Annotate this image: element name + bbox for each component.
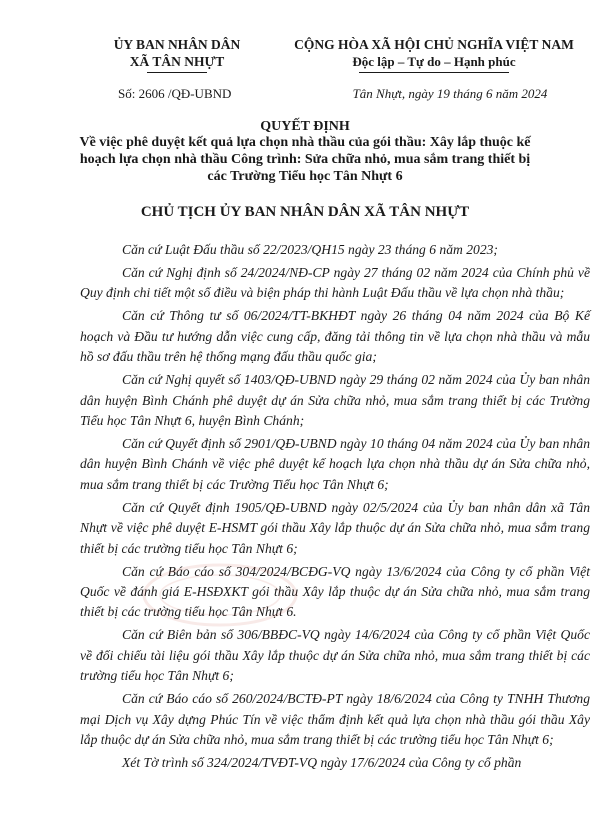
document-body: [80, 240, 590, 776]
motto-underline: [359, 72, 509, 73]
agency-line-2: XÃ TÂN NHỰT: [129, 54, 225, 69]
paragraph: Xét Tờ trình số 324/2024/TVĐT-VQ ngày 17/6/2024 của Công ty cổ phần: [122, 755, 522, 771]
paragraph: Căn cứ Biên bản số 306/BBĐC-VQ ngày 14/6/2024 của Công ty cổ phần Việt Quốc về đối chiếu tài liệu gói thầu Xây lắp thuộc dự án Sửa chữa nhỏ, mua sắm trang thiết bị các trường tiểu học Tân Nhựt 6;: [80, 627, 590, 684]
document-subject: Về việc phê duyệt kết quả lựa chọn nhà thầu của gói thầu: Xây lắp thuộc kế hoạch lựa chọn nhà thầu Công trình: Sửa chữa nhỏ, mua sắm trang thiết bị các Trường Tiểu học Tân Nhựt 6: [79, 135, 531, 184]
paragraph: Căn cứ Quyết định 1905/QĐ-UBND ngày 02/5/2024 của Ủy ban nhân dân xã Tân Nhựt về việc phê duyệt E-HSMT gói thầu Xây lắp thuộc dự án Sửa chữa nhỏ, mua sắm trang thiết bị các trường tiểu học Tân Nhựt 6;: [80, 499, 590, 556]
national-motto: Độc lập – Tự do – Hạnh phúc: [352, 54, 516, 69]
paragraph: Căn cứ Nghị quyết số 1403/QĐ-UBND ngày 29 tháng 02 năm 2024 của Ủy ban nhân dân huyện Bình Chánh phê duyệt dự án Sửa chữa nhỏ, mua sắm trang thiết bị các Trường Tiểu học Tân Nhựt 6, huyện Bình Chánh;: [80, 372, 590, 429]
agency-line-1: ỦY BAN NHÂN DÂN: [113, 37, 241, 52]
paragraph: Căn cứ Nghị định số 24/2024/NĐ-CP ngày 27 tháng 02 năm 2024 của Chính phủ về Quy định chi tiết một số điều và biện pháp thi hành Luật Đấu thầu về lựa chọn nhà thầu;: [80, 265, 590, 301]
nation-name: CỘNG HÒA XÃ HỘI CHỦ NGHĨA VIỆT NAM: [294, 37, 574, 52]
document-number: Số: 2606 /QĐ-UBND: [118, 86, 232, 101]
paragraph: Căn cứ Quyết định số 2901/QĐ-UBND ngày 10 tháng 04 năm 2024 của Ủy ban nhân dân huyện Bình Chánh về việc phê duyệt kế hoạch lựa chọn nhà thầu dự án Sửa chữa nhỏ, mua sắm trang thiết bị các Trường Tiểu học Tân Nhựt 6;: [80, 436, 590, 492]
place-and-date: Tân Nhựt, ngày 19 tháng 6 năm 2024: [352, 86, 548, 101]
paragraph: Căn cứ Báo cáo số 304/2024/BCĐG-VQ ngày 13/6/2024 của Công ty cổ phần Việt Quốc về đánh giá E-HSĐXKT gói thầu Xây lắp thuộc dự án Sửa chữa nhỏ, mua sắm trang thiết bị các trường tiểu học Tân Nhựt 6.: [80, 563, 590, 620]
paragraph: Căn cứ Thông tư số 06/2024/TT-BKHĐT ngày 26 tháng 04 năm 2024 của Bộ Kế hoạch và Đầu tư hướng dẫn việc cung cấp, đăng tải thông tin về lựa chọn nhà thầu và mẫu hồ sơ đấu thầu trên hệ thống mạng đấu thầu quốc gia;: [80, 308, 590, 365]
issuing-authority: CHỦ TỊCH ỦY BAN NHÂN DÂN XÃ TÂN NHỰT: [140, 204, 470, 220]
issuing-agency: [92, 36, 262, 73]
paragraph: Căn cứ Báo cáo số 260/2024/BCTĐ-PT ngày 18/6/2024 của Công ty TNHH Thương mại Dịch vụ Xây dựng Phúc Tín về việc thẩm định kết quả lựa chọn nhà thầu gói thầu Xây lắp thuộc dự án Sửa chữa nhỏ, mua sắm trang thiết bị các trường tiểu học Tân Nhựt 6;: [80, 691, 590, 748]
agency-underline: [147, 72, 207, 73]
document-title: QUYẾT ĐỊNH: [260, 119, 350, 134]
national-header: [268, 36, 600, 73]
paragraph: Căn cứ Luật Đấu thầu số 22/2023/QH15 ngày 23 tháng 6 năm 2023;: [122, 242, 498, 257]
